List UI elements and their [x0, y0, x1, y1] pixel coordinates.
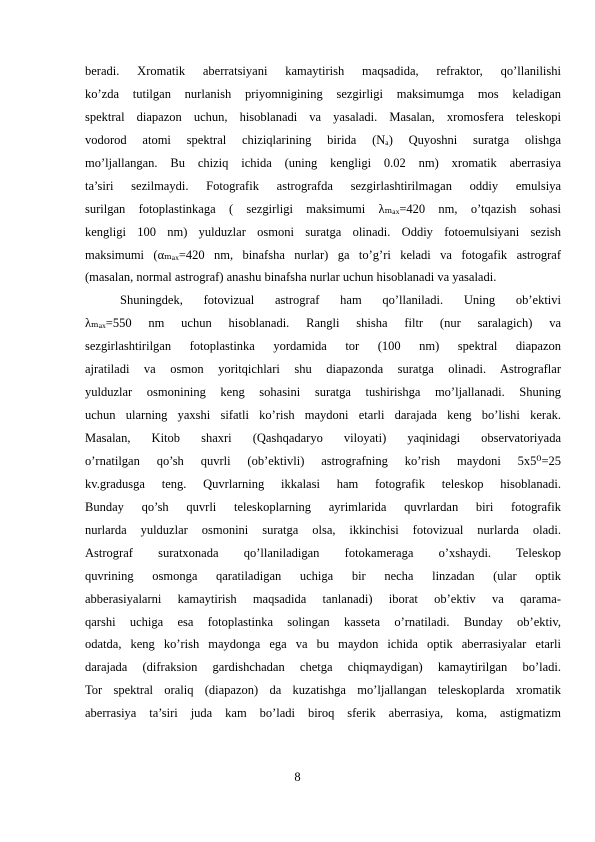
- text-line: λₘₐₓ=550 nm uchun hisoblanadi. Rangli shisha filtr (nur saralagich) va: [85, 316, 561, 331]
- text-line: o’rnatilgan qo’sh quvrli (ob’ektivli) astrografning ko’rish maydoni 5x5⁰=25: [85, 453, 561, 468]
- text-line: yulduzlar osmonining keng sohasini suratga tushirishga mo’ljallanadi. Shuning: [85, 385, 561, 400]
- text-line: aberrasiya ta’siri juda kam bo’ladi biroq sferik aberrasiya, koma, astigmatizm: [85, 706, 561, 721]
- page-body: [85, 60, 561, 725]
- text-line: nurlarda yulduzlar osmonini suratga olsa, ikkinchisi fotovizual nurlarda oladi.: [85, 522, 561, 537]
- text-line: ajratiladi va osmon yoritqichlari shu diapazonda suratga olinadi. Astrograflar: [85, 362, 561, 377]
- text-line: maksimumi (αₘₐₓ=420 nm, binafsha nurlar) ga to’g’ri keladi va fotogafik astrograf: [85, 247, 561, 262]
- text-line: quvrining osmonga qaratiladigan uchiga bir necha linzadan (ular optik: [85, 568, 561, 583]
- text-line: qarshi uchiga esa fotoplastinka solingan kasseta o’rnatiladi. Bunday ob’ektiv,: [85, 614, 561, 629]
- text-line: darajada (difraksion gardishchadan chetga chiqmaydigan) kamaytirilgan bo’ladi.: [85, 660, 561, 675]
- text-line: beradi. Xromatik aberratsiyani kamaytirish maqsadida, refraktor, qo’llanilishi: [85, 64, 561, 78]
- text-line: (masalan, normal astrograf) anashu binafsha nurlar uchun hisoblanadi va yasaladi.: [85, 270, 497, 285]
- text-line: Tor spektral oraliq (diapazon) da kuzatishga mo’ljallangan teleskoplarda xromatik: [85, 683, 561, 698]
- text-line: kengligi 100 nm) yulduzlar osmoni suratga olinadi. Oddiy fotoemulsiyani sezish: [85, 224, 561, 239]
- text-line: vodorod atomi spektral chiziqlarining birida (Nₐ) Quyoshni suratga olishga: [85, 132, 561, 147]
- text-line: Bunday qo’sh quvrli teleskoplarning ayrimlarida quvrlardan biri fotografik: [85, 499, 561, 514]
- text-line: Masalan, Kitob shaxri (Qashqadaryo viloyati) yaqinidagi observatoriyada: [85, 431, 561, 445]
- text-line: sezgirlashtirilgan fotoplastinka yordamida tor (100 nm) spektral diapazon: [85, 339, 561, 354]
- text-line: Astrograf suratxonada qo’llaniladigan fotokameraga o’xshaydi. Teleskop: [85, 545, 561, 560]
- text-line: abberasiyalarni kamaytirish maqsadida tanlanadi) iborat ob’ektiv va qarama-: [85, 591, 561, 606]
- text-line: odatda, keng ko’rish maydonga ega va bu maydon ichida optik aberrasiyalar etarli: [85, 637, 561, 652]
- text-line: uchun ularning yaxshi sifatli ko’rish maydoni etarli darajada keng bo’lishi kerak.: [85, 408, 561, 423]
- text-line: surilgan fotoplastinkaga ( sezgirligi maksimumi λₘₐₓ=420 nm, o’tqazish sohasi: [85, 201, 561, 216]
- paragraph-first-line: Shuningdek, fotovizual astrograf ham qo’llaniladi. Uning ob’ektivi: [120, 293, 561, 308]
- text-line: mo’ljallangan. Bu chiziq ichida (uning kengligi 0.02 nm) xromatik aberrasiya: [85, 155, 561, 170]
- text-line: ta’siri sezilmaydi. Fotografik astrografda sezgirlashtirilmagan oddiy emulsiya: [85, 178, 561, 193]
- page-number: 8: [294, 770, 301, 784]
- text-line: ko’zda tutilgan nurlanish priyomnigining sezgirligi maksimumga mos keladigan: [85, 86, 561, 101]
- text-line: spektral diapazon uchun, hisoblanadi va yasaladi. Masalan, xromosfera teleskopi: [85, 109, 561, 124]
- text-line: kv.gradusga teng. Quvrlarning ikkalasi ham fotografik teleskop hisoblanadi.: [85, 476, 561, 491]
